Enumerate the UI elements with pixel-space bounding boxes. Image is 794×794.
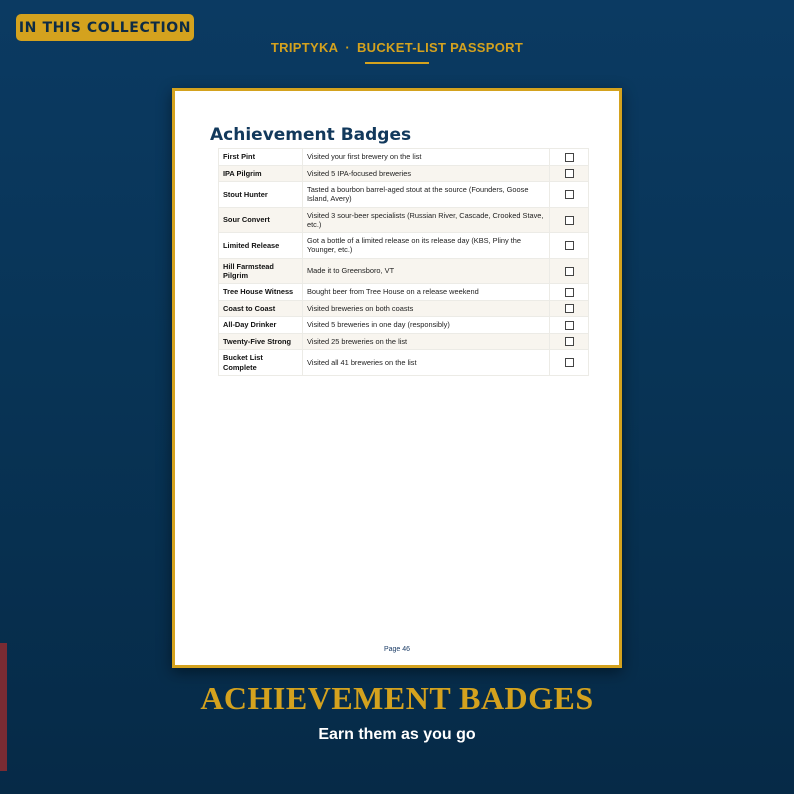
- badge-checkbox[interactable]: [565, 153, 574, 162]
- table-row: [219, 284, 589, 301]
- badge-checkbox-cell: [550, 317, 589, 334]
- table-row: [219, 207, 589, 233]
- badge-name: Bucket List Complete: [219, 350, 303, 376]
- brand-name: TRIPTYKA: [270, 40, 339, 55]
- table-row: [219, 300, 589, 317]
- badge-name: Tree House Witness: [219, 284, 303, 301]
- badges-table: [218, 148, 589, 376]
- badge-description: Visited all 41 breweries on the list: [303, 350, 550, 376]
- badge-name: Stout Hunter: [219, 182, 303, 208]
- badge-checkbox[interactable]: [565, 288, 574, 297]
- badge-description: Bought beer from Tree House on a release weekend: [303, 284, 550, 301]
- badge-description: Got a bottle of a limited release on its release day (KBS, Pliny the Younger, etc.): [303, 233, 550, 259]
- brand-separator: ·: [345, 40, 350, 55]
- collection-badge: [16, 14, 194, 41]
- badge-checkbox-cell: [550, 284, 589, 301]
- badge-name: Hill Farmstead Pilgrim: [219, 258, 303, 284]
- badge-name: Twenty-Five Strong: [219, 333, 303, 350]
- badge-checkbox[interactable]: [565, 216, 574, 225]
- badge-checkbox-cell: [550, 207, 589, 233]
- footer-title: ACHIEVEMENT BADGES: [200, 680, 594, 716]
- table-row: [219, 317, 589, 334]
- brand-line: [0, 40, 794, 55]
- badge-checkbox-cell: [550, 258, 589, 284]
- badge-checkbox[interactable]: [565, 321, 574, 330]
- badge-checkbox[interactable]: [565, 241, 574, 250]
- table-row: [219, 165, 589, 182]
- badge-checkbox-cell: [550, 333, 589, 350]
- badge-checkbox-cell: [550, 165, 589, 182]
- badge-checkbox-cell: [550, 149, 589, 166]
- badge-name: IPA Pilgrim: [219, 165, 303, 182]
- table-row: [219, 350, 589, 376]
- badge-checkbox[interactable]: [565, 304, 574, 313]
- badge-checkbox[interactable]: [565, 169, 574, 178]
- table-row: [219, 258, 589, 284]
- page-title: Achievement Badges: [210, 125, 412, 145]
- badge-name: First Pint: [219, 149, 303, 166]
- badge-name: Sour Convert: [219, 207, 303, 233]
- footer-subtitle: Earn them as you go: [318, 726, 476, 743]
- table-row: [219, 182, 589, 208]
- badge-description: Visited 5 IPA-focused breweries: [303, 165, 550, 182]
- badge-description: Tasted a bourbon barrel-aged stout at the source (Founders, Goose Island, Avery): [303, 182, 550, 208]
- badge-checkbox-cell: [550, 182, 589, 208]
- badge-checkbox-cell: [550, 350, 589, 376]
- badge-checkbox-cell: [550, 300, 589, 317]
- badge-checkbox[interactable]: [565, 358, 574, 367]
- badge-description: Made it to Greensboro, VT: [303, 258, 550, 284]
- badge-name: Coast to Coast: [219, 300, 303, 317]
- brand-underline: [365, 62, 429, 64]
- badge-checkbox[interactable]: [565, 267, 574, 276]
- badge-description: Visited your first brewery on the list: [303, 149, 550, 166]
- badge-checkbox-cell: [550, 233, 589, 259]
- badge-description: Visited 25 breweries on the list: [303, 333, 550, 350]
- badge-description: Visited 3 sour-beer specialists (Russian River, Cascade, Crooked Stave, etc.): [303, 207, 550, 233]
- product-name: BUCKET-LIST PASSPORT: [356, 40, 524, 55]
- badge-checkbox[interactable]: [565, 337, 574, 346]
- badge-checkbox[interactable]: [565, 190, 574, 199]
- badge-name: Limited Release: [219, 233, 303, 259]
- table-row: [219, 233, 589, 259]
- badge-description: Visited breweries on both coasts: [303, 300, 550, 317]
- badge-description: Visited 5 breweries in one day (responsibly): [303, 317, 550, 334]
- table-row: [219, 149, 589, 166]
- page-number: Page 46: [383, 646, 411, 653]
- table-row: [219, 333, 589, 350]
- document-page: [172, 88, 622, 668]
- badge-name: All-Day Drinker: [219, 317, 303, 334]
- collection-badge-label: IN THIS COLLECTION: [18, 19, 192, 36]
